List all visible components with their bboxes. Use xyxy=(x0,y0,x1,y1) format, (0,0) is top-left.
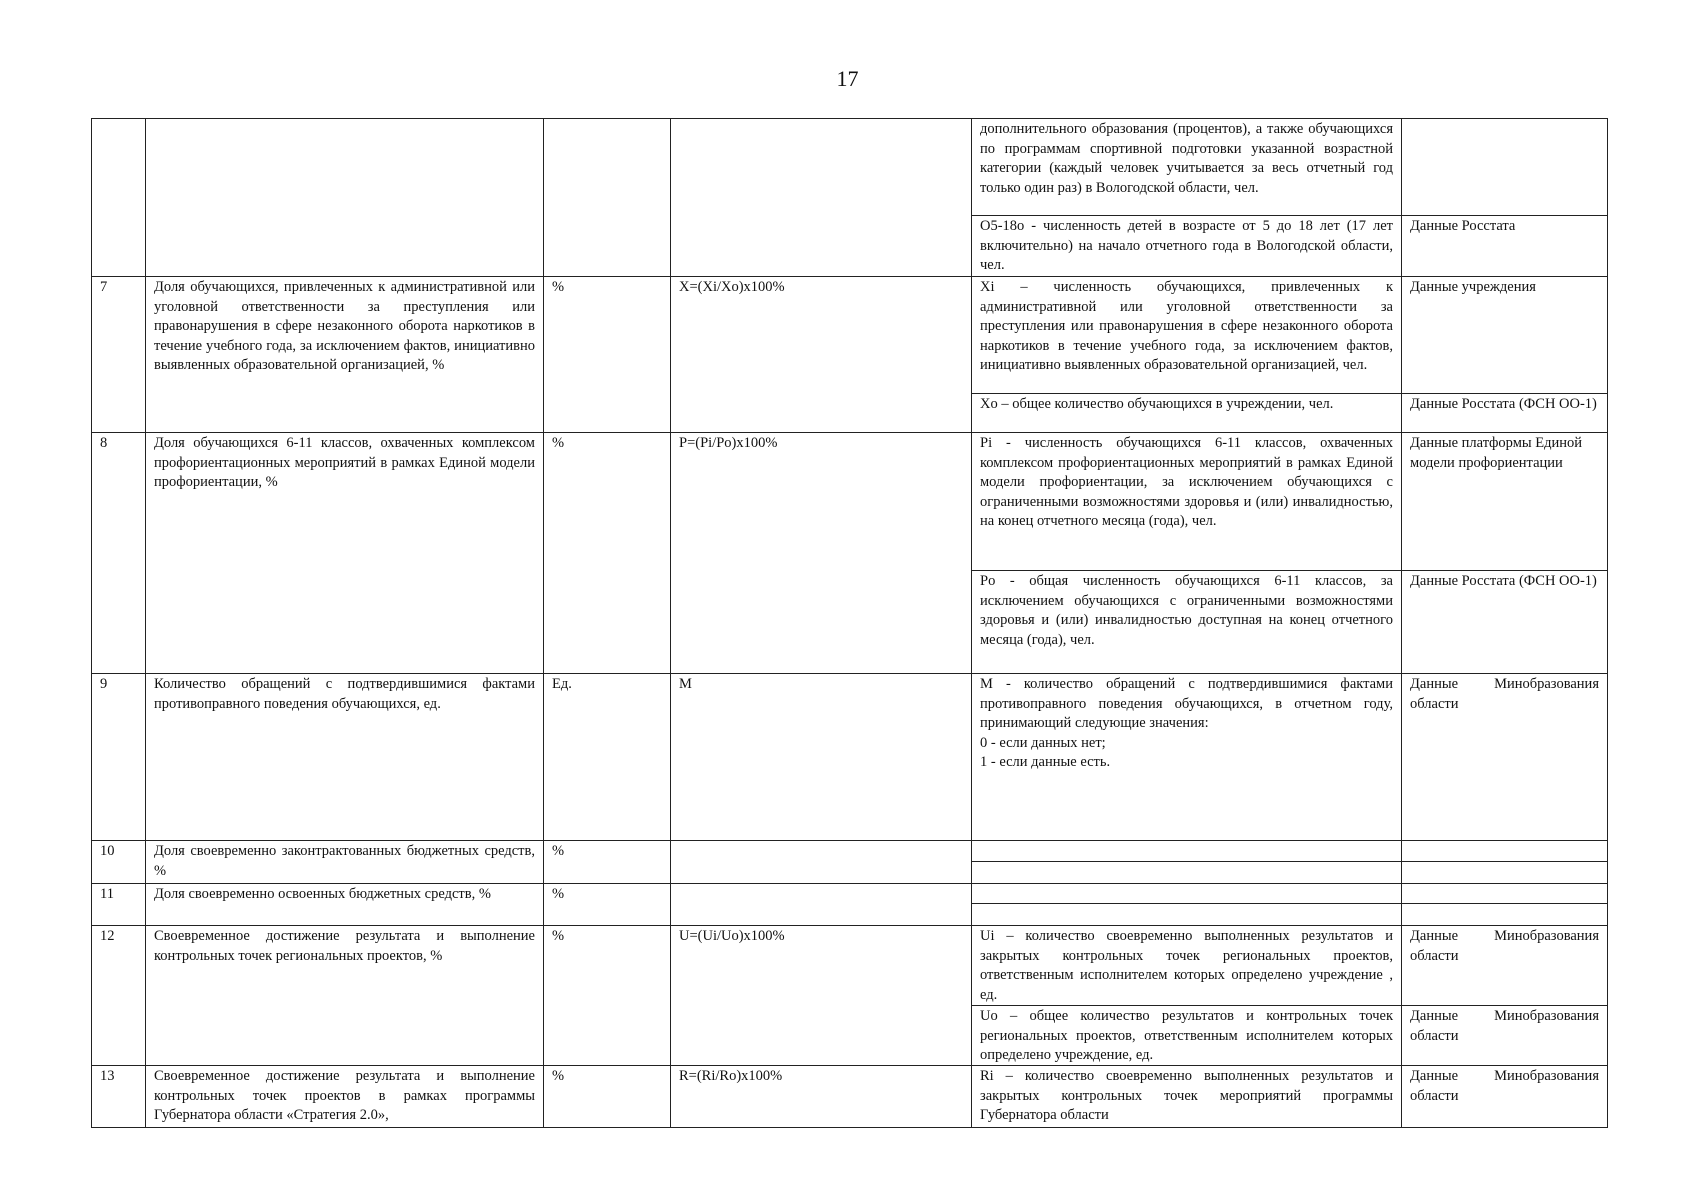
empty-subcell xyxy=(1402,884,1607,904)
table-row xyxy=(92,674,1608,841)
component-value-line: 0 - если данных нет; xyxy=(980,734,1106,751)
indicator-name: Количество обращений с подтвердившимися фактами противоправного поведения обучающихся, ед. xyxy=(146,674,544,841)
components-cell xyxy=(972,926,1402,1066)
indicator-name xyxy=(146,119,544,277)
component-description: дополнительного образования (процентов), а также обучающихся по программам спортивной подготовки указанной возрастной категории (каждый человек учитывается за весь отчетный год только один раз) в Вологодской области, чел. xyxy=(972,119,1401,216)
empty-subcell xyxy=(972,904,1401,925)
formula-cell: R=(Ri/Ro)x100% xyxy=(671,1066,972,1128)
indicator-name: Своевременное достижение результата и выполнение контрольных точек проектов в рамках программы Губернатора области «Стратегия 2.0», xyxy=(146,1066,544,1128)
indicator-name: Доля обучающихся, привлеченных к административной или уголовной ответственности за преступления или правонарушения в сфере незаконного оборота наркотиков в течение учебного года, за исключением фактов, инициативно выявленных образовательной организацией, % xyxy=(146,277,544,433)
formula-cell: M xyxy=(671,674,972,841)
component-source: Данные Росстата (ФСН ОО-1) xyxy=(1410,573,1597,589)
component-description: Uo – общее количество результатов и контрольных точек региональных проектов, ответственным исполнителем которых определено учреждение, ед. xyxy=(980,1008,1393,1063)
unit-cell: % xyxy=(544,433,671,674)
component-source: Данные платформы Единой модели профориентации xyxy=(1402,433,1607,571)
empty-subcell xyxy=(1402,904,1607,925)
formula-cell xyxy=(671,884,972,926)
components-cell xyxy=(972,433,1402,674)
component-description: Ui – количество своевременно выполненных результатов и закрытых контрольных точек региональных проектов, ответственным исполнителем которых определено учреждение , ед. xyxy=(972,926,1401,1006)
indicator-name: Доля своевременно освоенных бюджетных средств, % xyxy=(146,884,544,926)
components-cell xyxy=(972,884,1402,926)
empty-subcell xyxy=(1402,862,1607,883)
unit-cell: % xyxy=(544,277,671,433)
sources-cell xyxy=(1402,884,1608,926)
page-number: 17 xyxy=(836,66,859,91)
sources-cell xyxy=(1402,277,1608,433)
unit-cell xyxy=(544,119,671,277)
indicators-table xyxy=(91,118,1608,1128)
component-source: Данные учреждения xyxy=(1402,277,1607,394)
components-cell xyxy=(972,674,1402,841)
formula-cell xyxy=(671,119,972,277)
unit-cell: % xyxy=(544,1066,671,1128)
component-description: Pi - численность обучающихся 6-11 классов, охваченных комплексом профориентационных мероприятий в рамках Единой модели профориентации, за исключением обучающихся с ограниченными возможностями здоровья и (или) инвалидностью, на конец отчетного месяца (года), чел. xyxy=(972,433,1401,571)
unit-cell: % xyxy=(544,926,671,1066)
row-number: 13 xyxy=(92,1066,146,1128)
components-cell xyxy=(972,119,1402,277)
components-cell xyxy=(972,841,1402,884)
component-description: Ri – количество своевременно выполненных результатов и закрытых контрольных точек мероприятий программы Губернатора области xyxy=(972,1066,1402,1128)
component-source xyxy=(1402,119,1607,216)
formula-cell: U=(Ui/Uo)x100% xyxy=(671,926,972,1066)
component-source: Данные Минобразования области xyxy=(1402,1066,1608,1128)
table-row xyxy=(92,841,1608,884)
empty-subcell xyxy=(972,884,1401,904)
component-source: Данные Росстата (ФСН ОО-1) xyxy=(1410,396,1597,412)
unit-cell: % xyxy=(544,841,671,884)
sources-cell xyxy=(1402,433,1608,674)
component-source: Данные Минобразования области xyxy=(1402,674,1608,841)
indicator-name: Доля обучающихся 6-11 классов, охваченных комплексом профориентационных мероприятий в рамках Единой модели профориентации, % xyxy=(146,433,544,674)
sources-cell xyxy=(1402,841,1608,884)
table-row xyxy=(92,926,1608,1066)
table-row xyxy=(92,884,1608,926)
row-number xyxy=(92,119,146,277)
formula-cell: X=(Xi/Xo)x100% xyxy=(671,277,972,433)
component-description: Po - общая численность обучающихся 6-11 классов, за исключением обучающихся с ограниченными возможностями здоровья и (или) инвалидностью доступная на конец отчетного месяца (года), чел. xyxy=(980,573,1393,648)
components-cell xyxy=(972,277,1402,433)
row-number: 7 xyxy=(92,277,146,433)
empty-subcell xyxy=(972,841,1401,862)
component-description: О5-18о - численность детей в возрасте от 5 до 18 лет (17 лет включительно) на начало отчетного года в Вологодской области, чел. xyxy=(980,218,1393,273)
table-row xyxy=(92,1066,1608,1128)
component-source: Данные Росстата xyxy=(1410,218,1516,234)
row-number: 10 xyxy=(92,841,146,884)
empty-subcell xyxy=(1402,841,1607,862)
component-description: M - количество обращений с подтвердившимися фактами противоправного поведения обучающихся, в отчетном году, принимающий следующие значения: xyxy=(980,676,1393,731)
indicator-name: Своевременное достижение результата и выполнение контрольных точек региональных проектов, % xyxy=(146,926,544,1066)
unit-cell: % xyxy=(544,884,671,926)
component-source: Данные Минобразования области xyxy=(1410,1008,1599,1044)
sources-cell xyxy=(1402,926,1608,1066)
empty-subcell xyxy=(972,862,1401,883)
component-description: Xi – численность обучающихся, привлеченных к административной или уголовной ответственности за преступления или правонарушения в сфере незаконного оборота наркотиков в течение учебного года, за исключением фактов, инициативно выявленных образовательной организацией, чел. xyxy=(972,277,1401,394)
indicator-name: Доля своевременно законтрактованных бюджетных средств, % xyxy=(146,841,544,884)
table-row xyxy=(92,119,1608,277)
sources-cell xyxy=(1402,119,1608,277)
component-description: Xo – общее количество обучающихся в учреждении, чел. xyxy=(980,396,1334,412)
row-number: 9 xyxy=(92,674,146,841)
unit-cell: Ед. xyxy=(544,674,671,841)
row-number: 11 xyxy=(92,884,146,926)
formula-cell: P=(Pi/Po)x100% xyxy=(671,433,972,674)
component-value-line: 1 - если данные есть. xyxy=(980,754,1111,770)
table-row xyxy=(92,277,1608,433)
component-source: Данные Минобразования области xyxy=(1402,926,1607,1006)
row-number: 8 xyxy=(92,433,146,674)
row-number: 12 xyxy=(92,926,146,1066)
table-row xyxy=(92,433,1608,674)
formula-cell xyxy=(671,841,972,884)
